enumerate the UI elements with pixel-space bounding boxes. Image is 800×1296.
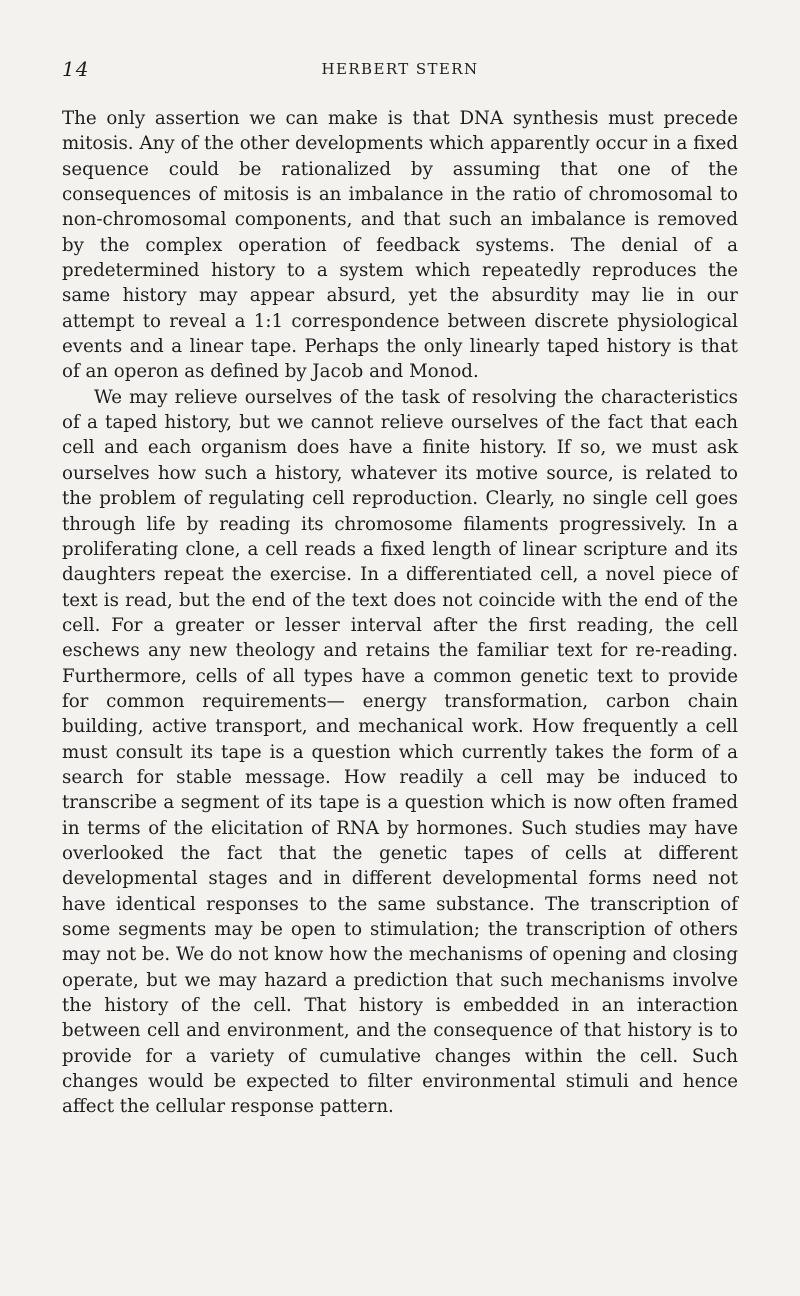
page-number: 14 xyxy=(62,57,90,81)
body-text xyxy=(62,106,738,1120)
page-header xyxy=(62,57,738,79)
running-head: HERBERT STERN xyxy=(321,60,479,78)
paragraph: The only assertion we can make is that DNA synthesis must precede mitosis. Any of the other developments which apparently occur in a fixed sequence could be rationalized by assuming that one of the consequences of mitosis is an imbalance in the ratio of chromosomal to non-chromosomal components, and that such an imbalance is removed by the complex operation of feedback systems. The denial of a predetermined history to a system which repeatedly reproduces the same history may appear absurd, yet the absurdity may lie in our attempt to reveal a 1:1 correspondence between discrete physiological events and a linear tape. Perhaps the only linearly taped history is that of an operon as defined by Jacob and Monod. xyxy=(62,108,738,383)
paragraph: We may relieve ourselves of the task of resolving the characteristics of a taped history, but we cannot relieve ourselves of the fact that each cell and each organism does have a finite history. If so, we must ask ourselves how such a history, whatever its motive source, is related to the problem of regulating cell reproduction. Clearly, no single cell goes through life by reading its chromosome filaments progressively. In a proliferating clone, a cell reads a fixed length of linear scripture and its daughters repeat the exercise. In a differentiated cell, a novel piece of text is read, but the end of the text does not coincide with the end of the cell. For a greater or lesser interval after the first reading, the cell eschews any new theology and retains the familiar text for re-reading. Furthermore, cells of all types have a common genetic text to provide for common requirements— energy transformation, carbon chain building, active transport, and mechanical work. How frequently a cell must consult its tape is a question which currently takes the form of a search for stable message. How readily a cell may be induced to transcribe a segment of its tape is a question which is now often framed in terms of the elicitation of RNA by hormones. Such studies may have overlooked the fact that the genetic tapes of cells at different developmental stages and in different developmental forms need not have identical responses to the same substance. The transcription of some segments may be open to stimulation; the transcription of others may not be. We do not know how the mechanisms of opening and closing operate, but we may hazard a prediction that such mechanisms involve the history of the cell. That history is embedded in an interaction between cell and environment, and the consequence of that history is to provide for a variety of cumulative changes within the cell. Such changes would be expected to filter environmental stimuli and hence affect the cellular response pattern. xyxy=(62,386,738,1118)
